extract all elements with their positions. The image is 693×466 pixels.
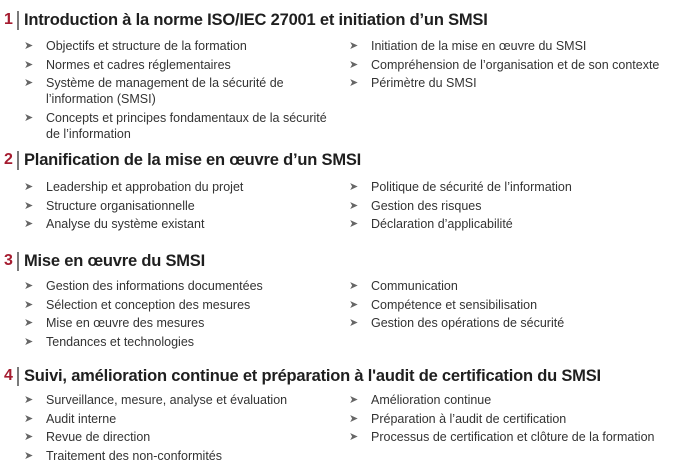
arrow-bullet-icon: ➤	[349, 412, 359, 425]
arrow-bullet-icon: ➤	[24, 317, 34, 330]
arrow-bullet-icon: ➤	[24, 58, 34, 71]
list-item: ➤ Analyse du système existant	[24, 217, 205, 232]
module-number: 2	[4, 151, 13, 168]
module-header	[0, 9, 693, 33]
module-number: 1	[4, 11, 13, 28]
list-item: ➤ Objectifs et structure de la formation	[24, 39, 247, 53]
arrow-bullet-icon: ➤	[24, 181, 34, 193]
list-item: ➤ Gestion des risques	[349, 198, 482, 213]
left-column	[24, 392, 324, 466]
arrow-bullet-icon: ➤	[349, 317, 359, 330]
module-2	[0, 149, 693, 232]
right-column	[349, 179, 689, 235]
arrow-bullet-icon: ➤	[24, 280, 34, 292]
module-divider	[17, 367, 19, 386]
list-item: ➤ Mise en œuvre des mesures	[24, 316, 205, 331]
arrow-bullet-icon: ➤	[349, 77, 359, 90]
list-item: ➤ Structure organisationnelle	[24, 198, 195, 213]
list-item: ➤ Traitement des non-conformités	[24, 448, 223, 463]
module-title: Mise en œuvre du SMSI	[24, 252, 205, 270]
module-divider	[17, 11, 19, 30]
module-number: 3	[4, 252, 13, 269]
module-divider	[17, 151, 19, 170]
module-title: Introduction à la norme ISO/IEC 27001 et initiation d’un SMSI	[24, 11, 488, 29]
list-item: ➤ Périmètre du SMSI	[349, 76, 477, 91]
module-title: Suivi, amélioration continue et préparation à l'audit de certification du SMSI	[24, 367, 601, 385]
right-column	[349, 38, 689, 94]
list-item: ➤ Préparation à l’audit de certification	[349, 411, 567, 426]
list-item: ➤ Normes et cadres réglementaires	[24, 57, 231, 72]
list-item: ➤ Tendances et technologies	[24, 334, 195, 349]
module-4	[0, 365, 693, 463]
arrow-bullet-icon: ➤	[349, 280, 359, 292]
list-item: ➤ Amélioration continue	[349, 393, 492, 407]
arrow-bullet-icon: ➤	[24, 412, 34, 425]
arrow-bullet-icon: ➤	[24, 431, 34, 444]
arrow-bullet-icon: ➤	[24, 77, 34, 90]
list-item: ➤ Politique de sécurité de l’information	[349, 180, 572, 194]
left-column	[24, 179, 324, 235]
module-header	[0, 149, 693, 173]
list-item: ➤ Gestion des informations documentées	[24, 279, 263, 293]
arrow-bullet-icon: ➤	[349, 199, 359, 212]
module-divider	[17, 252, 19, 271]
arrow-bullet-icon: ➤	[349, 298, 359, 311]
arrow-bullet-icon: ➤	[349, 431, 359, 444]
list-item: ➤ Sélection et conception des mesures	[24, 297, 251, 312]
module-title: Planification de la mise en œuvre d’un SMSI	[24, 151, 362, 169]
list-item: ➤ Compétence et sensibilisation	[349, 297, 538, 312]
list-item: ➤ Gestion des opérations de sécurité	[349, 316, 565, 331]
module-1	[0, 9, 693, 141]
arrow-bullet-icon: ➤	[349, 218, 359, 231]
arrow-bullet-icon: ➤	[24, 218, 34, 231]
list-item: ➤ Processus de certification et clôture de la formation	[349, 430, 655, 445]
list-item: ➤ Communication	[349, 279, 458, 293]
arrow-bullet-icon: ➤	[349, 40, 359, 52]
left-column	[24, 278, 324, 352]
list-item: ➤ Audit interne	[24, 411, 117, 426]
arrow-bullet-icon: ➤	[24, 199, 34, 212]
arrow-bullet-icon: ➤	[349, 181, 359, 193]
list-item: ➤ Système de management de la sécurité de l’information (SMSI)	[24, 76, 284, 107]
module-header	[0, 250, 693, 274]
left-column	[24, 38, 327, 144]
arrow-bullet-icon: ➤	[24, 111, 34, 124]
list-item: ➤ Concepts et principes fondamentaux de la sécurité de l’information	[24, 110, 327, 141]
right-column	[349, 392, 689, 448]
module-header	[0, 365, 693, 389]
module-number: 4	[4, 367, 13, 384]
arrow-bullet-icon: ➤	[24, 335, 34, 348]
list-item: ➤ Déclaration d’applicabilité	[349, 217, 513, 232]
arrow-bullet-icon: ➤	[24, 449, 34, 462]
list-item: ➤ Revue de direction	[24, 430, 151, 445]
list-item: ➤ Initiation de la mise en œuvre du SMSI	[349, 39, 587, 53]
arrow-bullet-icon: ➤	[24, 394, 34, 406]
list-item: ➤ Compréhension de l’organisation et de son contexte	[349, 57, 660, 72]
right-column	[349, 278, 689, 334]
list-item: ➤ Surveillance, mesure, analyse et évaluation	[24, 393, 288, 407]
list-item: ➤ Leadership et approbation du projet	[24, 180, 244, 194]
arrow-bullet-icon: ➤	[24, 40, 34, 52]
arrow-bullet-icon: ➤	[349, 394, 359, 406]
module-3	[0, 250, 693, 349]
arrow-bullet-icon: ➤	[24, 298, 34, 311]
arrow-bullet-icon: ➤	[349, 58, 359, 71]
